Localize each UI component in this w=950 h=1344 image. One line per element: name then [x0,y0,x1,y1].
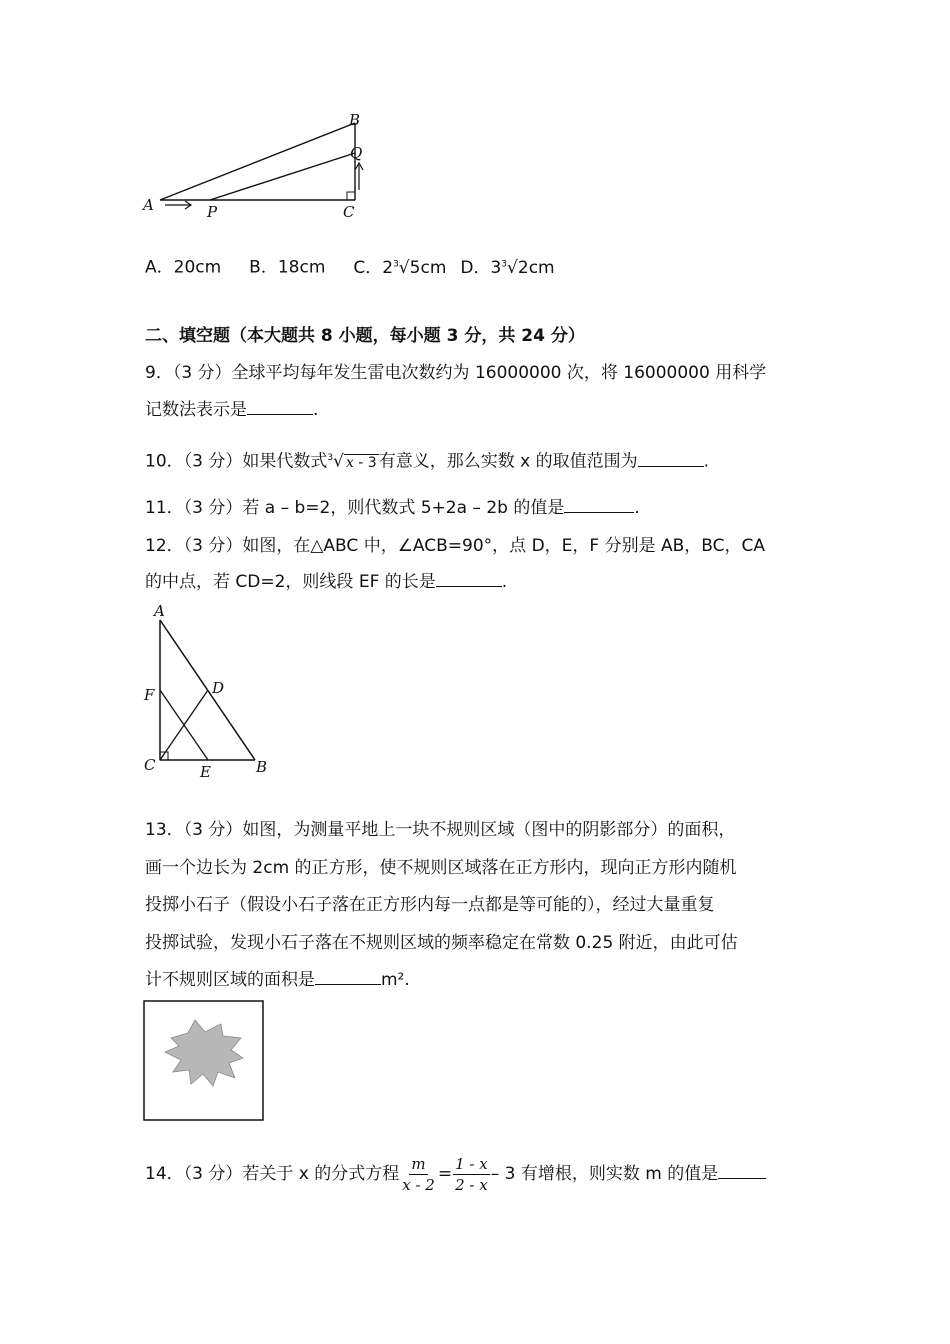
figure-square-region [143,1000,265,1122]
label-B: B [256,758,268,776]
label-P: P [207,203,218,221]
fraction-1: $\frac{m}{x - 2}$ [402,1154,435,1194]
q13-line4: 投掷试验，发现小石子落在不规则区域的频率稳定在常数 0.25 附近，由此可估 [145,933,738,953]
label-Q: Q [350,144,363,162]
label-A: A [154,602,165,620]
q10: 10．（3 分）如果代数式$^3$√ x - 3 有意义，那么实数 x 的取值范围为 . [145,451,709,472]
q9-line1: 9．（3 分）全球平均每年发生雷电次数约为 16000000 次，将 16000000 用科学 [145,363,767,383]
label-B: B [349,111,361,129]
q12-line1: 12．（3 分）如图，在△ABC 中，∠ACB=90°，点 D，E，F 分别是 AB，BC，CA [145,536,766,556]
q12-line2: 的中点，若 CD=2，则线段 EF 的长是 . [145,572,508,592]
option-c: C．$2^3√5cm$ [353,257,447,278]
q14: 14．（3 分）若关于 x 的分式方程 $\frac{m}{x - 2}$ = $\frac{1 - x}{2 - x}$ – 3 有增根，则实数 m 的值是 [145,1148,766,1200]
answer-blank [638,450,704,467]
label-A: A [143,196,154,214]
fraction-2: $\frac{1 - x}{2 - x}$ [455,1154,488,1194]
label-F: F [144,686,155,704]
q13-line5: 计不规则区域的面积是 m². [145,970,410,990]
option-a: A．20cm [145,257,222,278]
figure-right-triangle [140,600,280,785]
option-b: B．18cm [249,257,326,278]
answer-blank [718,1162,766,1179]
option-d: D．$3^3√2cm$ [460,257,555,278]
answer-blank [315,968,381,985]
answer-blank [247,398,313,415]
q9-line2: 记数法表示是 . [145,400,319,420]
q8-options [145,252,555,280]
figure-moving-points [135,105,375,225]
q11: 11．（3 分）若 a – b=2，则代数式 5+2a – 2b 的值是 . [145,498,640,518]
label-C: C [144,756,156,774]
label-E: E [200,763,211,781]
label-D: D [212,679,225,697]
answer-blank [436,570,502,587]
q13-line2: 画一个边长为 2cm 的正方形，使不规则区域落在正方形内，现向正方形内随机 [145,858,737,878]
label-C: C [343,203,355,221]
answer-blank [564,496,634,513]
section-title: 二、填空题（本大题共 8 小题，每小题 3 分，共 24 分） [145,326,585,346]
q13-line3: 投掷小石子（假设小石子落在正方形内每一点都是等可能的），经过大量重复 [145,895,715,915]
q13-line1: 13．（3 分）如图，为测量平地上一块不规则区域（图中的阴影部分）的面积， [145,820,736,840]
